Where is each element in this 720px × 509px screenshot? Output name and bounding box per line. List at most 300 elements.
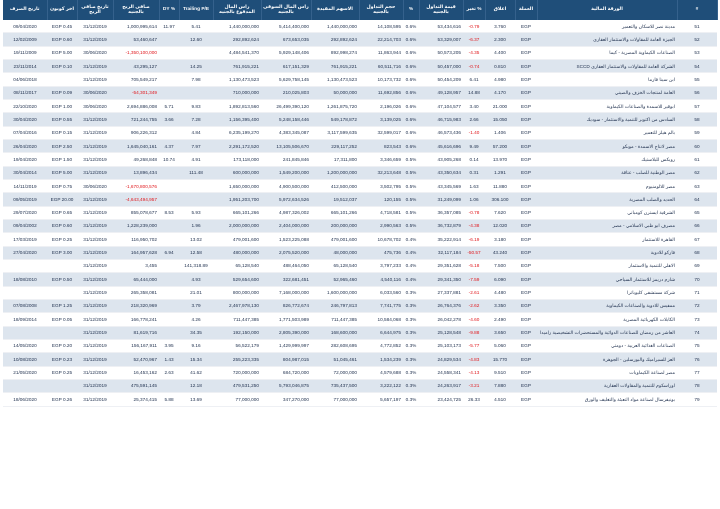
table-row[interactable] bbox=[3, 179, 717, 192]
cell-market-cap: 673,653,035 bbox=[261, 33, 311, 46]
cell-dy bbox=[159, 59, 179, 72]
cell-market-cap: 5,972,634,526 bbox=[261, 193, 311, 206]
table-row[interactable] bbox=[3, 73, 717, 86]
header-last-coupon[interactable]: اخر كوبون bbox=[47, 0, 77, 20]
table-row[interactable] bbox=[3, 286, 717, 299]
cell-turnover: 43,345,569 bbox=[419, 179, 463, 192]
cell-close: 6.090 bbox=[485, 273, 515, 286]
cell-last-coupon: EGP 1.00 bbox=[47, 99, 77, 112]
header-payout-date[interactable]: تاريخ الصرف bbox=[3, 0, 47, 20]
cell-dy bbox=[159, 46, 179, 59]
cell-row-index: 61 bbox=[677, 153, 717, 166]
cell-currency: EGP bbox=[515, 153, 537, 166]
cell-turnover: 26,042,278 bbox=[419, 313, 463, 326]
cell-listed-shares: 761,915,221 bbox=[311, 59, 359, 72]
cell-payout-date: 22/10/2020 bbox=[3, 99, 47, 112]
cell-dy bbox=[159, 379, 179, 392]
cell-turnover: 35,222,914 bbox=[419, 233, 463, 246]
cell-profit-date: 31/12/2019 bbox=[77, 193, 113, 206]
cell-change: -0.74 bbox=[463, 59, 485, 72]
cell-security-name: ممفيس للادوية والصناعات الكيماوية bbox=[537, 299, 677, 312]
cell-market-cap: 5,793,046,875 bbox=[261, 379, 311, 392]
cell-market-cap: 241,845,846 bbox=[261, 153, 311, 166]
cell-net-profit: 1,228,239,000 bbox=[113, 219, 159, 232]
cell-currency: EGP bbox=[515, 326, 537, 339]
cell-volume: 823,543 bbox=[359, 139, 403, 152]
cell-last-coupon: EGP 3.00 bbox=[47, 246, 77, 259]
cell-turnover: 50,457,000 bbox=[419, 59, 463, 72]
cell-row-index: 74 bbox=[677, 326, 717, 339]
table-row[interactable] bbox=[3, 393, 717, 406]
cell-profit-date: 31/12/2019 bbox=[77, 313, 113, 326]
cell-close: 4.980 bbox=[485, 73, 515, 86]
cell-payout-date: 09/05/2019 bbox=[3, 193, 47, 206]
cell-payout-date: 07/08/2008 bbox=[3, 299, 47, 312]
header-market-cap[interactable]: راس المال السوقى بالجنيه bbox=[261, 0, 311, 20]
cell-dy bbox=[159, 326, 179, 339]
cell-last-coupon: EGP 0.25 bbox=[47, 233, 77, 246]
cell-payout-date: 18/06/2020 bbox=[3, 393, 47, 406]
cell-volume: 32,213,648 bbox=[359, 166, 403, 179]
cell-security-name: السادس من اكتوبر للتنمية والاستثمار - سوديك bbox=[537, 113, 677, 126]
cell-currency: EGP bbox=[515, 99, 537, 112]
cell-row-index: 78 bbox=[677, 379, 717, 392]
cell-percent: 0.3% bbox=[403, 313, 419, 326]
cell-net-profit: 65,444,000 bbox=[113, 273, 159, 286]
cell-currency: EGP bbox=[515, 246, 537, 259]
cell-change: 3.40 bbox=[463, 99, 485, 112]
cell-paid-capital: 479,001,600 bbox=[213, 233, 261, 246]
cell-close: 1.406 bbox=[485, 126, 515, 139]
cell-trailing-pe: 4.84 bbox=[179, 126, 213, 139]
cell-listed-shares: 1,261,875,720 bbox=[311, 99, 359, 112]
cell-trailing-pe: 13.02 bbox=[179, 233, 213, 246]
header-profit-date[interactable]: تاريخ صافى الربح bbox=[77, 0, 113, 20]
cell-turnover: 32,117,184 bbox=[419, 246, 463, 259]
cell-payout-date bbox=[3, 379, 47, 392]
cell-paid-capital: 761,915,221 bbox=[213, 59, 261, 72]
cell-row-index: 59 bbox=[677, 126, 717, 139]
cell-last-coupon: EGP 5.00 bbox=[47, 166, 77, 179]
cell-currency: EGP bbox=[515, 179, 537, 192]
cell-last-coupon: EGP 2.50 bbox=[47, 139, 77, 152]
table-row[interactable] bbox=[3, 20, 717, 33]
cell-listed-shares: 19,512,037 bbox=[311, 193, 359, 206]
cell-net-profit: 906,226,312 bbox=[113, 126, 159, 139]
cell-listed-shares: 1,440,000,000 bbox=[311, 20, 359, 33]
cell-paid-capital: 480,000,000 bbox=[213, 246, 261, 259]
cell-net-profit: 81,619,716 bbox=[113, 326, 159, 339]
cell-net-profit: 116,950,702 bbox=[113, 233, 159, 246]
cell-listed-shares: 3,117,599,635 bbox=[311, 126, 359, 139]
cell-payout-date: 04/06/2018 bbox=[3, 73, 47, 86]
cell-payout-date: 29/07/2020 bbox=[3, 206, 47, 219]
cell-market-cap: 1,523,225,088 bbox=[261, 233, 311, 246]
cell-volume: 3,502,795 bbox=[359, 179, 403, 192]
cell-payout-date: 10/08/2020 bbox=[3, 353, 47, 366]
cell-last-coupon: EGP 20.00 bbox=[47, 193, 77, 206]
table-row[interactable] bbox=[3, 299, 717, 312]
cell-listed-shares: 51,045,461 bbox=[311, 353, 359, 366]
cell-security-name: شارم دريمز للاستثمار السياحي bbox=[537, 273, 677, 286]
cell-close: 306.100 bbox=[485, 193, 515, 206]
cell-paid-capital: 77,000,000 bbox=[213, 393, 261, 406]
table-row[interactable] bbox=[3, 153, 717, 166]
cell-turnover: 25,128,548 bbox=[419, 326, 463, 339]
cell-paid-capital: 600,000,000 bbox=[213, 166, 261, 179]
cell-market-cap: 4,383,345,087 bbox=[261, 126, 311, 139]
cell-net-profit: 52,470,967 bbox=[113, 353, 159, 366]
cell-change: -7.59 bbox=[463, 273, 485, 286]
cell-net-profit: 156,167,911 bbox=[113, 339, 159, 352]
cell-security-name: الاهلي للتنمية والاستثمار bbox=[537, 259, 677, 272]
cell-paid-capital: 6,235,199,270 bbox=[213, 126, 261, 139]
table-row[interactable] bbox=[3, 313, 717, 326]
table-row[interactable] bbox=[3, 86, 717, 99]
cell-dy: 6.94 bbox=[159, 246, 179, 259]
table-row[interactable] bbox=[3, 126, 717, 139]
cell-security-name: الكابلات الكهربائية المصرية bbox=[537, 313, 677, 326]
cell-dy bbox=[159, 166, 179, 179]
cell-profit-date: 31/12/2019 bbox=[77, 366, 113, 379]
cell-market-cap: 2,075,520,000 bbox=[261, 246, 311, 259]
cell-profit-date: 31/12/2019 bbox=[77, 286, 113, 299]
cell-profit-date: 31/12/2019 bbox=[77, 339, 113, 352]
cell-percent: 0.5% bbox=[403, 219, 419, 232]
cell-turnover: 53,434,616 bbox=[419, 20, 463, 33]
cell-change: -4.38 bbox=[463, 219, 485, 232]
cell-row-index: 67 bbox=[677, 233, 717, 246]
cell-row-index: 53 bbox=[677, 46, 717, 59]
cell-payout-date: 14/11/2019 bbox=[3, 179, 47, 192]
cell-market-cap: 347,270,000 bbox=[261, 393, 311, 406]
header-volume[interactable]: حجم التداول بالجنيه bbox=[359, 0, 403, 20]
cell-security-name: الصناعات الكيماوية المصرية - كيما bbox=[537, 46, 677, 59]
cell-net-profit: 3,455 bbox=[113, 259, 159, 272]
cell-currency: EGP bbox=[515, 366, 537, 379]
cell-profit-date: 31/12/2019 bbox=[77, 259, 113, 272]
cell-net-profit: 13,896,434 bbox=[113, 166, 159, 179]
cell-market-cap: 13,105,506,670 bbox=[261, 139, 311, 152]
cell-close: 0.810 bbox=[485, 59, 515, 72]
header-paid-capital[interactable]: راس المال المدفوع بالجنيه bbox=[213, 0, 261, 20]
header-listed-shares[interactable]: الاسهم المقيدة bbox=[311, 0, 359, 20]
cell-listed-shares: 200,000,000 bbox=[311, 219, 359, 232]
cell-listed-shares: 892,998,274 bbox=[311, 46, 359, 59]
table-row[interactable] bbox=[3, 33, 717, 46]
header-security[interactable]: الورقة المالية bbox=[537, 0, 677, 20]
cell-last-coupon: EGP 0.50 bbox=[47, 273, 77, 286]
cell-change: -5.18 bbox=[463, 259, 485, 272]
cell-listed-shares: 65,128,540 bbox=[311, 259, 359, 272]
table-row[interactable] bbox=[3, 166, 717, 179]
cell-net-profit: 164,957,628 bbox=[113, 246, 159, 259]
cell-percent: 0.5% bbox=[403, 153, 419, 166]
cell-last-coupon: EGP 0.15 bbox=[47, 126, 77, 139]
cell-trailing-pe: 7.97 bbox=[179, 139, 213, 152]
cell-close: 4.400 bbox=[485, 46, 515, 59]
cell-row-index: 65 bbox=[677, 206, 717, 219]
cell-security-name: ابن سينا فارما bbox=[537, 73, 677, 86]
cell-turnover: 24,263,917 bbox=[419, 379, 463, 392]
cell-last-coupon: EGP 0.65 bbox=[47, 206, 77, 219]
cell-volume: 3,797,233 bbox=[359, 259, 403, 272]
cell-profit-date: 31/12/2019 bbox=[77, 233, 113, 246]
cell-net-profit: 265,358,081 bbox=[113, 286, 159, 299]
header-net-profit[interactable]: صافى الربح بالجنيه bbox=[113, 0, 159, 20]
cell-change: -9.88 bbox=[463, 326, 485, 339]
cell-turnover: 45,616,696 bbox=[419, 139, 463, 152]
cell-payout-date: 09/04/2020 bbox=[3, 20, 47, 33]
cell-net-profit: 43,295,127 bbox=[113, 59, 159, 72]
cell-trailing-pe: 1.96 bbox=[179, 219, 213, 232]
cell-payout-date: 26/04/2020 bbox=[3, 139, 47, 152]
header-change[interactable]: تغير % bbox=[463, 0, 485, 20]
cell-market-cap: 804,987,015 bbox=[261, 353, 311, 366]
cell-market-cap: 4,987,326,002 bbox=[261, 206, 311, 219]
cell-change: 0.31 bbox=[463, 166, 485, 179]
cell-security-name: الصناعات الغذائية العربية - دومتي bbox=[537, 339, 677, 352]
cell-percent: 0.6% bbox=[403, 139, 419, 152]
cell-row-index: 58 bbox=[677, 113, 717, 126]
cell-market-cap: 5,929,148,406 bbox=[261, 46, 311, 59]
cell-trailing-pe: 12.18 bbox=[179, 379, 213, 392]
cell-market-cap: 26,499,390,120 bbox=[261, 99, 311, 112]
cell-security-name: القاهرة للاستثمار bbox=[537, 233, 677, 246]
cell-percent: 0.3% bbox=[403, 379, 419, 392]
table-row[interactable] bbox=[3, 326, 717, 339]
cell-close: 3.760 bbox=[485, 20, 515, 33]
cell-turnover: 29,341,350 bbox=[419, 273, 463, 286]
cell-dy bbox=[159, 219, 179, 232]
cell-net-profit: 705,549,217 bbox=[113, 73, 159, 86]
cell-percent: 0.6% bbox=[403, 33, 419, 46]
cell-net-profit: 16,453,162 bbox=[113, 366, 159, 379]
table-row[interactable] bbox=[3, 46, 717, 59]
cell-profit-date: 31/12/2019 bbox=[77, 273, 113, 286]
cell-percent: 0.3% bbox=[403, 366, 419, 379]
cell-listed-shares: 72,000,000 bbox=[311, 366, 359, 379]
cell-turnover: 31,249,099 bbox=[419, 193, 463, 206]
header-turnover[interactable]: قيمة التداول بالجنيه bbox=[419, 0, 463, 20]
cell-currency: EGP bbox=[515, 286, 537, 299]
cell-last-coupon: EGP 0.05 bbox=[47, 313, 77, 326]
cell-currency: EGP bbox=[515, 379, 537, 392]
cell-net-profit: 25,374,415 bbox=[113, 393, 159, 406]
table-row[interactable] bbox=[3, 353, 717, 366]
table-row[interactable] bbox=[3, 379, 717, 392]
cell-percent: 0.3% bbox=[403, 353, 419, 366]
header-percent[interactable]: % bbox=[403, 0, 419, 20]
cell-paid-capital: 2,291,172,520 bbox=[213, 139, 261, 152]
cell-row-index: 73 bbox=[677, 313, 717, 326]
cell-listed-shares: 246,797,813 bbox=[311, 299, 359, 312]
cell-percent: 0.6% bbox=[403, 59, 419, 72]
cell-paid-capital: 711,447,385 bbox=[213, 313, 261, 326]
cell-turnover: 46,573,436 bbox=[419, 126, 463, 139]
cell-last-coupon: EGP 0.25 bbox=[47, 366, 77, 379]
table-row[interactable] bbox=[3, 273, 717, 286]
cell-last-coupon: EGP 1.25 bbox=[47, 299, 77, 312]
cell-percent: 0.4% bbox=[403, 233, 419, 246]
cell-trailing-pe: 14.25 bbox=[179, 59, 213, 72]
cell-profit-date: 31/12/2019 bbox=[77, 353, 113, 366]
cell-volume: 4,772,852 bbox=[359, 339, 403, 352]
cell-volume: 32,599,017 bbox=[359, 126, 403, 139]
cell-close: 12.020 bbox=[485, 219, 515, 232]
cell-payout-date bbox=[3, 326, 47, 339]
cell-paid-capital: 2,000,000,000 bbox=[213, 219, 261, 232]
table-header-row bbox=[3, 0, 717, 20]
cell-trailing-pe: 34.35 bbox=[179, 326, 213, 339]
cell-profit-date: 31/12/2019 bbox=[77, 393, 113, 406]
cell-turnover: 36,357,085 bbox=[419, 206, 463, 219]
cell-market-cap: 2,404,000,000 bbox=[261, 219, 311, 232]
cell-percent: 0.5% bbox=[403, 193, 419, 206]
cell-paid-capital: 720,000,000 bbox=[213, 366, 261, 379]
cell-percent: 0.6% bbox=[403, 46, 419, 59]
cell-currency: EGP bbox=[515, 339, 537, 352]
cell-currency: EGP bbox=[515, 393, 537, 406]
table-row[interactable] bbox=[3, 59, 717, 72]
cell-currency: EGP bbox=[515, 73, 537, 86]
cell-change: 1.06 bbox=[463, 193, 485, 206]
cell-last-coupon: EGP 0.26 bbox=[47, 393, 77, 406]
cell-close: 4.510 bbox=[485, 393, 515, 406]
cell-paid-capital: 255,223,335 bbox=[213, 353, 261, 366]
table-row[interactable] bbox=[3, 219, 717, 232]
cell-percent: 0.6% bbox=[403, 113, 419, 126]
header-trailing-pe[interactable]: Trailing P/E bbox=[179, 0, 213, 20]
cell-close: 4.170 bbox=[485, 86, 515, 99]
cell-profit-date: 31/12/2019 bbox=[77, 73, 113, 86]
cell-security-name: مصر لانتاج الاسمدة - موبكو bbox=[537, 139, 677, 152]
cell-trailing-pe: 111.48 bbox=[179, 166, 213, 179]
cell-last-coupon: EGP 0.09 bbox=[47, 86, 77, 99]
header-dy[interactable]: DY % bbox=[159, 0, 179, 20]
table-row[interactable] bbox=[3, 339, 717, 352]
cell-row-index: 68 bbox=[677, 246, 717, 259]
table-row[interactable] bbox=[3, 366, 717, 379]
header-close[interactable]: اغلاق bbox=[485, 0, 515, 20]
cell-trailing-pe: 41.62 bbox=[179, 366, 213, 379]
cell-listed-shares: 292,892,624 bbox=[311, 33, 359, 46]
table-row[interactable] bbox=[3, 206, 717, 219]
cell-last-coupon bbox=[47, 326, 77, 339]
cell-net-profit: 49,268,848 bbox=[113, 153, 159, 166]
cell-volume: 4,540,116 bbox=[359, 273, 403, 286]
cell-payout-date: 07/04/2016 bbox=[3, 126, 47, 139]
cell-trailing-pe: 12.58 bbox=[179, 246, 213, 259]
cell-listed-shares: 168,600,000 bbox=[311, 326, 359, 339]
cell-dy: 3.66 bbox=[159, 113, 179, 126]
cell-volume: 11,692,856 bbox=[359, 86, 403, 99]
table-row[interactable] bbox=[3, 113, 717, 126]
cell-payout-date: 09/04/2002 bbox=[3, 219, 47, 232]
cell-security-name: مصر لصناعة الكيماويات bbox=[537, 366, 677, 379]
cell-security-name: الجيزة العامة للمقاولات والاستثمار العقاري bbox=[537, 33, 677, 46]
cell-row-index: 55 bbox=[677, 73, 717, 86]
cell-listed-shares: 412,500,000 bbox=[311, 179, 359, 192]
cell-payout-date: 08/11/2017 bbox=[3, 86, 47, 99]
cell-security-name: مصر للالومنيوم bbox=[537, 179, 677, 192]
header-currency[interactable]: العملة bbox=[515, 0, 537, 20]
cell-volume: 60,511,716 bbox=[359, 59, 403, 72]
cell-profit-date: 30/06/2020 bbox=[77, 99, 113, 112]
cell-security-name: مصر الوطنية للصلب - عتاقة bbox=[537, 166, 677, 179]
table-row[interactable] bbox=[3, 193, 717, 206]
cell-trailing-pe: 4.91 bbox=[179, 153, 213, 166]
cell-market-cap: 210,025,803 bbox=[261, 86, 311, 99]
cell-trailing-pe: 4.26 bbox=[179, 313, 213, 326]
cell-change: -0.78 bbox=[463, 206, 485, 219]
cell-turnover: 43,905,268 bbox=[419, 153, 463, 166]
cell-payout-date: 18/09/2014 bbox=[3, 313, 47, 326]
cell-turnover: 24,829,534 bbox=[419, 353, 463, 366]
cell-listed-shares: 735,437,500 bbox=[311, 379, 359, 392]
cell-row-index: 75 bbox=[677, 339, 717, 352]
table-row[interactable] bbox=[3, 233, 717, 246]
cell-profit-date: 31/12/2019 bbox=[77, 33, 113, 46]
cell-trailing-pe bbox=[179, 46, 213, 59]
cell-net-profit: -4,643,494,957 bbox=[113, 193, 159, 206]
cell-paid-capital: 529,654,600 bbox=[213, 273, 261, 286]
cell-security-name: مدينة نصر للاسكان والتعمير bbox=[537, 20, 677, 33]
cell-paid-capital: 665,101,266 bbox=[213, 206, 261, 219]
cell-percent: 0.3% bbox=[403, 326, 419, 339]
cell-trailing-pe: 5.41 bbox=[179, 20, 213, 33]
cell-security-name: فاركو للادوية bbox=[537, 246, 677, 259]
cell-net-profit: 1,645,040,161 bbox=[113, 139, 159, 152]
cell-dy: 2.63 bbox=[159, 366, 179, 379]
cell-paid-capital: 1,130,473,523 bbox=[213, 73, 261, 86]
cell-change: -1.40 bbox=[463, 126, 485, 139]
cell-close: 7.620 bbox=[485, 206, 515, 219]
cell-profit-date: 30/06/2020 bbox=[77, 86, 113, 99]
cell-turnover: 27,337,881 bbox=[419, 286, 463, 299]
table-row[interactable] bbox=[3, 259, 717, 272]
table-row[interactable] bbox=[3, 246, 717, 259]
cell-security-name: الشركة العامة للمقاولات والاستثمار العقاري SCCD bbox=[537, 59, 677, 72]
table-row[interactable] bbox=[3, 99, 717, 112]
cell-last-coupon: EGP 0.60 bbox=[47, 219, 77, 232]
cell-dy bbox=[159, 313, 179, 326]
cell-payout-date: 18/08/2010 bbox=[3, 273, 47, 286]
cell-payout-date: 12/02/2009 bbox=[3, 33, 47, 46]
cell-profit-date: 31/12/2019 bbox=[77, 113, 113, 126]
cell-listed-shares: 1,600,000,000 bbox=[311, 286, 359, 299]
cell-change: -2.62 bbox=[463, 299, 485, 312]
cell-row-index: 60 bbox=[677, 139, 717, 152]
table-row[interactable] bbox=[3, 139, 717, 152]
cell-security-name: العامة لمنتجات الخزف والصيني bbox=[537, 86, 677, 99]
cell-row-index: 69 bbox=[677, 259, 717, 272]
cell-change: -4.83 bbox=[463, 353, 485, 366]
cell-currency: EGP bbox=[515, 233, 537, 246]
cell-percent: 0.6% bbox=[403, 126, 419, 139]
cell-percent: 0.5% bbox=[403, 179, 419, 192]
cell-row-index: 79 bbox=[677, 393, 717, 406]
cell-listed-shares: 1,130,473,523 bbox=[311, 73, 359, 86]
header-index[interactable]: # bbox=[677, 0, 717, 20]
stock-table bbox=[3, 0, 718, 407]
cell-market-cap: 1,771,503,989 bbox=[261, 313, 311, 326]
cell-currency: EGP bbox=[515, 46, 537, 59]
cell-paid-capital: 1,892,813,560 bbox=[213, 99, 261, 112]
cell-security-name: روبكس للبلاستيك bbox=[537, 153, 677, 166]
cell-market-cap: 7,168,000,000 bbox=[261, 286, 311, 299]
cell-close: 9.510 bbox=[485, 366, 515, 379]
